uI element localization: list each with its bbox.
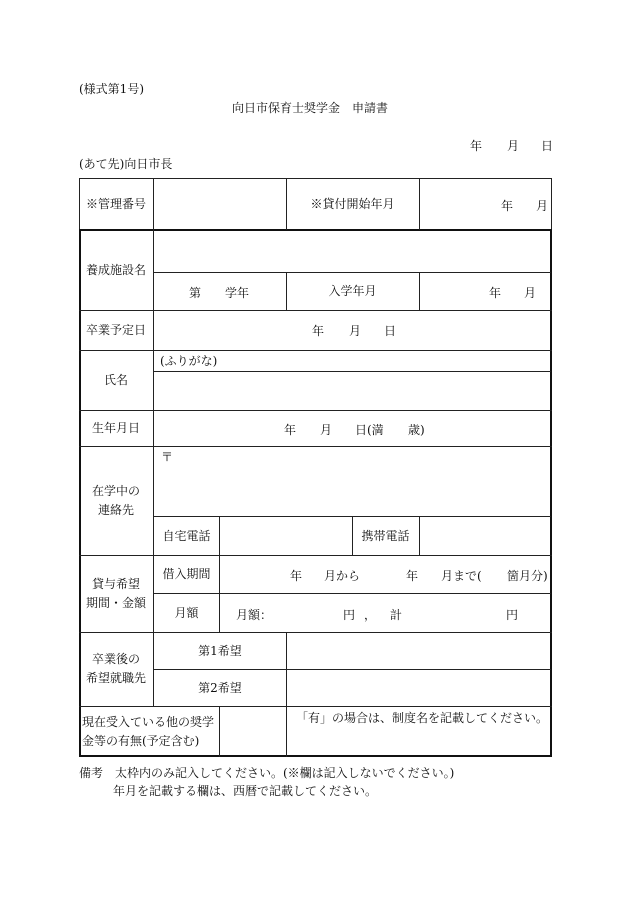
period-from-month: 月から <box>324 569 361 583</box>
birth-day-age-label: 日(満 <box>355 423 384 437</box>
date-month-label: 月 <box>507 139 520 153</box>
other-scholarship-label-line2: 金等の有無(予定含む) <box>82 734 200 748</box>
management-number-field <box>154 178 286 230</box>
loan-request-label <box>79 555 153 632</box>
graduation-day-label: 日 <box>384 324 397 338</box>
mobile-phone-label: 携帯電話 <box>361 528 410 543</box>
home-phone-input[interactable] <box>220 517 352 555</box>
enrollment-month-label: 月 <box>524 286 537 300</box>
desired-job-label-line2: 希望就職先 <box>85 671 146 685</box>
grade-prefix: 第 <box>189 286 202 300</box>
loan-start-month-label: 月 <box>536 199 549 213</box>
first-choice-input[interactable] <box>287 633 551 669</box>
monthly-comma: ， <box>364 608 377 622</box>
note-line-2: 年月を記載する欄は、西暦で記載してください。 <box>113 784 378 798</box>
loan-request-label-line2: 期間・金額 <box>85 595 146 610</box>
form-number: (様式第1号) <box>79 82 144 96</box>
addressee: (あて先)向日市長 <box>79 157 173 171</box>
other-scholarship-label <box>82 707 219 757</box>
application-form-table <box>79 178 552 757</box>
period-to-year: 年 <box>406 569 419 583</box>
monthly-label: 月額 <box>174 605 199 620</box>
first-choice-label: 第1希望 <box>198 643 242 658</box>
birth-month-label: 月 <box>320 423 333 437</box>
graduation-label: 卒業予定日 <box>85 322 146 337</box>
birth-year-label: 年 <box>284 423 297 437</box>
date-year-label: 年 <box>470 139 483 153</box>
monthly-yen-label: 円 <box>343 608 356 622</box>
grade-suffix: 学年 <box>225 286 250 300</box>
period-months: 箇月分) <box>507 569 548 583</box>
note-line-1: 備考 太枠内のみ記入してください。(※欄は記入しないでください。) <box>79 766 455 780</box>
loan-start-label: ※貸付開始年月 <box>310 196 395 211</box>
other-scholarship-yes-no[interactable] <box>220 707 286 755</box>
mobile-phone-input[interactable] <box>420 517 551 555</box>
second-choice-label: 第2希望 <box>198 680 242 695</box>
total-yen-label: 円 <box>506 608 519 622</box>
enrollment-year-label: 年 <box>489 286 502 300</box>
total-label: 計 <box>390 608 403 622</box>
contact-label-line2: 連絡先 <box>97 503 134 517</box>
period-from-year: 年 <box>290 569 303 583</box>
home-phone-label: 自宅電話 <box>162 528 211 543</box>
name-label: 氏名 <box>103 372 128 387</box>
management-number-label: ※管理番号 <box>85 196 146 211</box>
second-choice-input[interactable] <box>287 670 551 706</box>
school-name-input[interactable] <box>154 231 551 272</box>
postal-mark: 〒 <box>161 450 174 464</box>
enrollment-label: 入学年月 <box>328 284 377 299</box>
monthly-amount-label: 月額： <box>236 608 273 622</box>
loan-period-label: 借入期間 <box>162 567 211 582</box>
name-input[interactable] <box>154 372 551 410</box>
furigana-label: (ふりがな) <box>160 354 218 368</box>
desired-job-label <box>79 632 153 706</box>
birth-age-suffix: 歳) <box>408 423 425 437</box>
period-to-month: 月まで( <box>441 569 482 583</box>
date-day-label: 日 <box>541 139 554 153</box>
school-name-label: 養成施設名 <box>85 262 146 277</box>
loan-request-label-line1: 貸与希望 <box>91 576 140 591</box>
graduation-year-label: 年 <box>312 324 325 338</box>
graduation-month-label: 月 <box>349 324 362 338</box>
contact-label <box>79 446 153 556</box>
contact-label-line1: 在学中の <box>91 484 140 499</box>
birth-date-label: 生年月日 <box>91 420 140 435</box>
form-title: 向日市保育士奨学金 申請書 <box>232 101 389 115</box>
other-scholarship-note: 「有」の場合は、制度名を記載してください。 <box>296 711 549 725</box>
loan-start-year-label: 年 <box>501 199 514 213</box>
other-scholarship-label-line1: 現在受入ている他の奨学 <box>82 715 215 730</box>
desired-job-label-line1: 卒業後の <box>91 652 140 667</box>
